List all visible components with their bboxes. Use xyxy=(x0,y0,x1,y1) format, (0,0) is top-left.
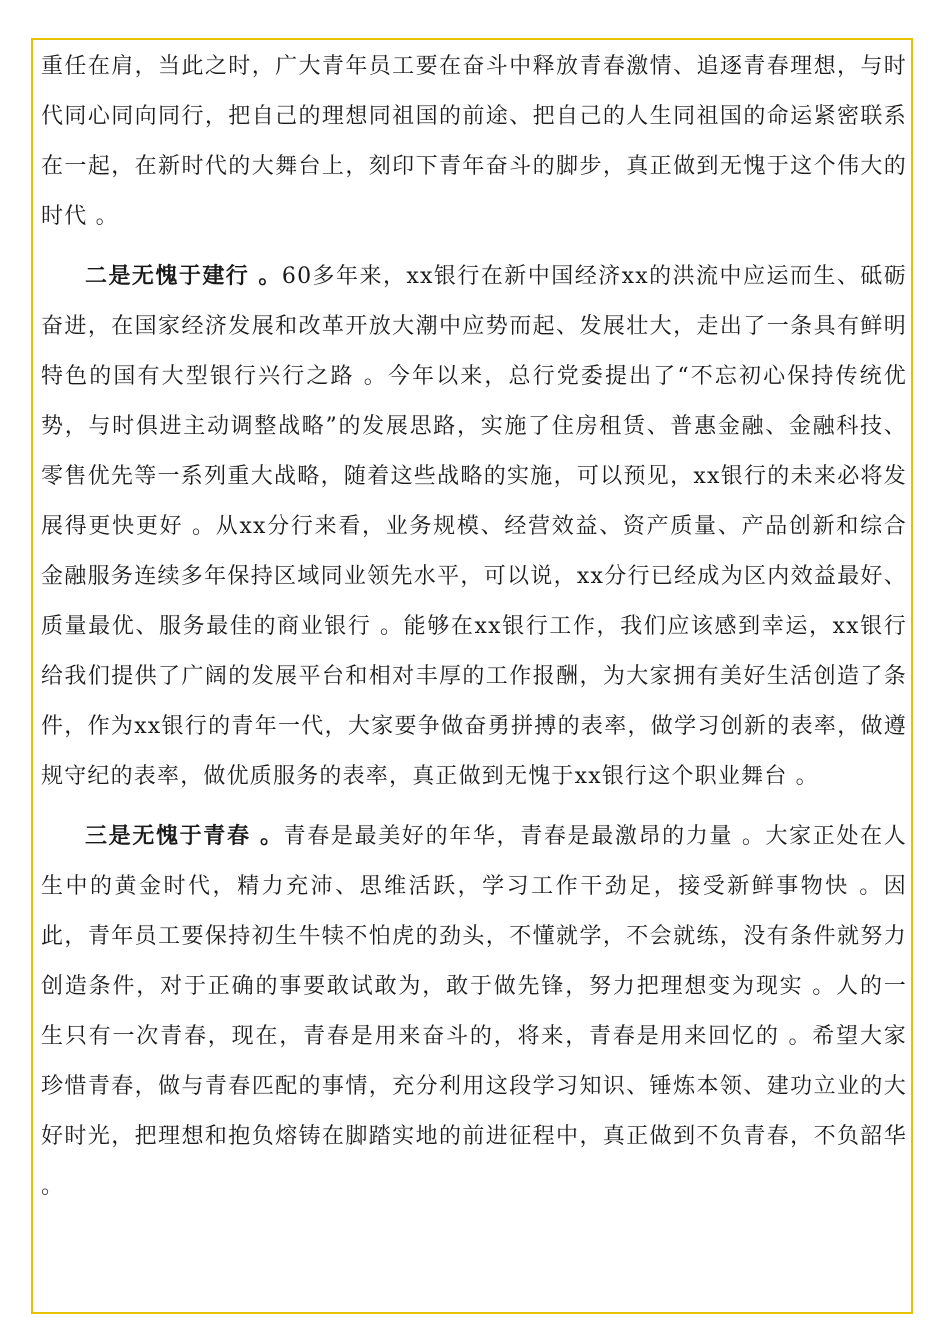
paragraph-heading: 三是无愧于青春 。 xyxy=(85,824,284,849)
paragraph-youth xyxy=(41,812,907,1212)
paragraph-text: 青春是最美好的年华，青春是最激昂的力量 。大家正处在人生中的黄金时代，精力充沛、思维活跃，学习工作干劲足，接受新鲜事物快 。因此，青年员工要保持初生牛犊不怕虎的劲头，不懂就学，不会就练，没有条件就努力创造条件，对于正确的事要敢试敢为，敢于做先锋，努力把理想变为现实 。人的一生只有一次青春，现在，青春是用来奋斗的，将来，青春是用来回忆的 。希望大家珍惜青春，做与青春匹配的事情，充分利用这段学习知识、锤炼本领、建功立业的大好时光，把理想和抱负熔铸在脚踏实地的前进征程中，真正做到不负青春，不负韶华 。 xyxy=(41,824,907,1199)
document-body xyxy=(41,42,907,1212)
paragraph-text: 重任在肩，当此之时，广大青年员工要在奋斗中释放青春激情、追逐青春理想，与时代同心同向同行，把自己的理想同祖国的前途、把自己的人生同祖国的命运紧密联系在一起，在新时代的大舞台上，刻印下青年奋斗的脚步，真正做到无愧于这个伟大的时代 。 xyxy=(41,54,907,229)
paragraph-text: 60多年来，xx银行在新中国经济xx的洪流中应运而生、砥砺奋进，在国家经济发展和改革开放大潮中应势而起、发展壮大，走出了一条具有鲜明特色的国有大型银行兴行之路 。今年以来，总行党委提出了“不忘初心保持传统优势，与时俱进主动调整战略”的发展思路，实施了住房租赁、普惠金融、金融科技、零售优先等一系列重大战略，随着这些战略的实施，可以预见，xx银行的未来必将发展得更快更好 。从xx分行来看，业务规模、经营效益、资产质量、产品创新和综合金融服务连续多年保持区域同业领先水平，可以说，xx分行已经成为区内效益最好、质量最优、服务最佳的商业银行 。能够在xx银行工作，我们应该感到幸运，xx银行给我们提供了广阔的发展平台和相对丰厚的工作报酬，为大家拥有美好生活创造了条件，作为xx银行的青年一代，大家要争做奋勇拼搏的表率，做学习创新的表率，做遵规守纪的表率，做优质服务的表率，真正做到无愧于xx银行这个职业舞台 。 xyxy=(41,264,907,789)
paragraph-heading: 二是无愧于建行 。 xyxy=(85,264,282,289)
paragraph-bank xyxy=(41,252,907,802)
paragraph-continuation xyxy=(41,42,907,242)
